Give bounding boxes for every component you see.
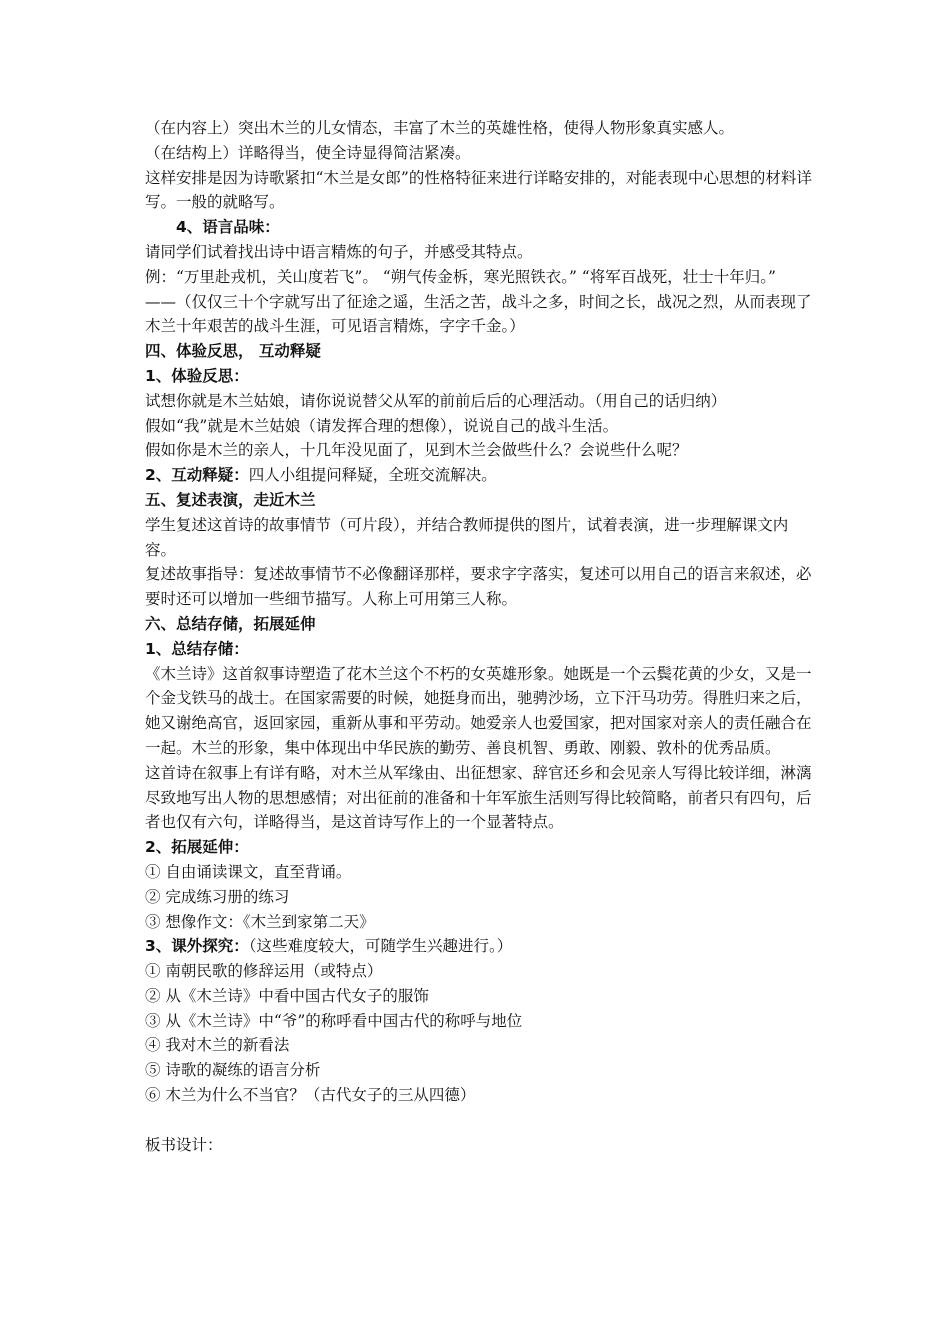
body-paragraph: 学生复述这首诗的故事情节（可片段），并结合教师提供的图片，试着表演，进一步理解课文内容。 <box>145 515 789 559</box>
section-heading: 4、语言品味： <box>176 218 280 237</box>
body-paragraph: 复述故事指导：复述故事情节不必像翻译那样，要求字字落实，复述可以用自己的语言来叙述，必要时还可以增加一些细节描写。人称上可用第三人称。 <box>145 565 812 609</box>
section-heading: 五、复述表演，走近木兰 <box>145 490 316 509</box>
document-page <box>145 116 815 1157</box>
body-line: 请同学们试着找出诗中语言精炼的句子，并感受其特点。 <box>145 242 533 261</box>
body-paragraph: 《木兰诗》这首叙事诗塑造了花木兰这个不朽的女英雄形象。她既是一个云鬓花黄的少女，又是一个金戈铁马的战士。在国家需要的时候，她挺身而出，驰骋沙场，立下汗马功劳。得胜归来之后，她又谢绝高官，返回家园，重新从事和平劳动。她爱亲人也爱国家，把对国家对亲人的责任融合在一起。木兰的形象，集中体现出中华民族的勤劳、善良机智、勇敢、刚毅、敦朴的优秀品质。 <box>145 664 812 757</box>
body-paragraph: 这首诗在叙事上有详有略，对木兰从军缘由、出征想家、辞官还乡和会见亲人写得比较详细，淋漓尽致地写出人物的思想感情；对出征前的准备和十年军旅生活则写得比较简略，前者只有四句，后者也仅有六句，详略得当，是这首诗写作上的一个显著特点。 <box>145 763 812 832</box>
body-line: ⑥ 木兰为什么不当官？（古代女子的三从四德） <box>145 1086 476 1105</box>
body-line: 板书设计： <box>145 1135 223 1154</box>
body-line: ① 南朝民歌的修辞运用（或特点） <box>145 962 383 981</box>
body-line: ④ 我对木兰的新看法 <box>145 1036 290 1055</box>
body-line: ⑤ 诗歌的凝练的语言分析 <box>145 1061 321 1080</box>
section-heading: 1、体验反思： <box>145 366 249 385</box>
body-paragraph: 例：“万里赴戎机，关山度若飞”。 “朔气传金柝，寒光照铁衣。” “将军百战死，壮士十年归。” <box>145 267 776 286</box>
section-heading: 2、拓展延伸： <box>145 838 249 857</box>
labeled-line <box>145 463 815 488</box>
line-text: 四人小组提问释疑，全班交流解决。 <box>248 466 497 485</box>
section-heading: 六、总结存储，拓展延伸 <box>145 614 316 633</box>
body-line: （在内容上）突出木兰的儿女情态，丰富了木兰的英雄性格，使得人物形象真实感人。 <box>145 119 735 137</box>
body-line: ② 完成练习册的练习 <box>145 887 290 906</box>
body-line: 试想你就是木兰姑娘，请你说说替父从军的前前后后的心理活动。（用自己的话归纳） <box>145 391 727 410</box>
body-line: ② 从《木兰诗》中看中国古代女子的服饰 <box>145 986 429 1005</box>
labeled-line <box>145 934 815 959</box>
body-line: 假如你是木兰的亲人，十几年没见面了，见到木兰会做些什么？会说些什么呢？ <box>145 441 688 460</box>
body-paragraph: ——（仅仅三十个字就写出了征途之遥，生活之苦，战斗之多，时间之长，战况之烈，从而表现了木兰十年艰苦的战斗生涯，可见语言精炼，字字千金。） <box>145 292 812 336</box>
body-line: ③ 想像作文：《木兰到家第二天》 <box>145 912 375 931</box>
blank-line <box>145 1108 815 1133</box>
line-text: （这些难度较大，可随学生兴趣进行。） <box>248 937 513 956</box>
section-heading: 四、体验反思， 互动释疑 <box>145 342 321 361</box>
body-line: ③ 从《木兰诗》中“爷”的称呼看中国古代的称呼与地位 <box>145 1011 523 1030</box>
body-line: 假如“我”就是木兰姑娘（请发挥合理的想像），说说自己的战斗生活。 <box>145 416 619 435</box>
body-line: ① 自由诵读课文，直至背诵。 <box>145 862 352 881</box>
section-heading: 1、总结存储： <box>145 639 249 658</box>
line-label: 3、课外探究： <box>145 937 249 956</box>
body-line: （在结构上）详略得当，使全诗显得简洁紧凑。 <box>145 143 471 162</box>
line-label: 2、互动释疑： <box>145 466 249 485</box>
body-paragraph: 这样安排是因为诗歌紧扣“木兰是女郎”的性格特征来进行详略安排的，对能表现中心思想的材料详写。一般的就略写。 <box>145 168 812 212</box>
